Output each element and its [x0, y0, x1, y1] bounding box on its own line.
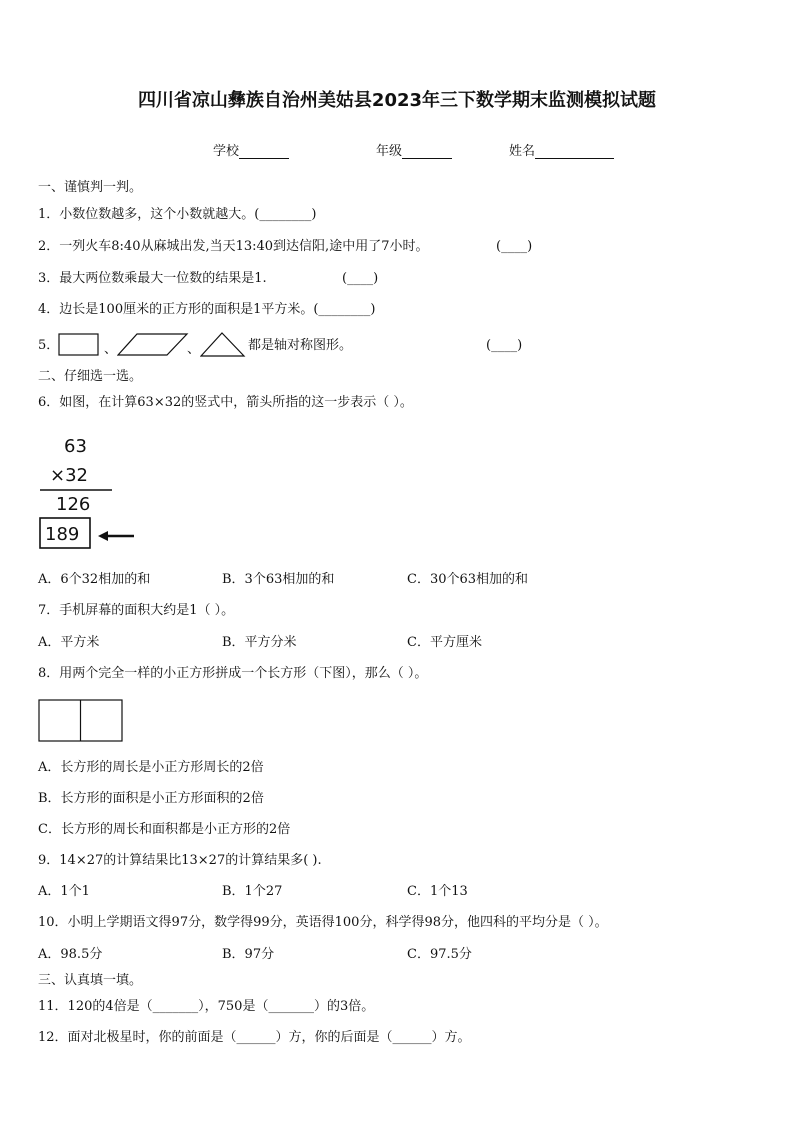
- question-9-option-b[interactable]: B．1个27: [222, 884, 283, 899]
- section-1-heading: 一、谨慎判一判。: [38, 180, 143, 195]
- question-10: 10．小明上学期语文得97分，数学得99分，英语得100分，科学得98分，他四科的平均分是（ ）。: [38, 915, 608, 930]
- page-title: 四川省凉山彝族自治州美姑县2023年三下数学期末监测模拟试题: [137, 90, 657, 111]
- question-3-blank[interactable]: (____): [342, 271, 379, 286]
- question-6-option-c[interactable]: C．30个63相加的和: [407, 572, 529, 587]
- rectangle-shape: [58, 333, 100, 357]
- question-6-option-a[interactable]: A．6个32相加的和: [38, 572, 151, 587]
- question-7-option-b[interactable]: B．平方分米: [222, 635, 297, 650]
- question-2: 2．一列火车8:40从麻城出发,当天13:40到达信阳,途中用了7小时。: [38, 239, 429, 254]
- question-2-blank[interactable]: (____): [496, 239, 533, 254]
- question-12: 12．面对北极星时，你的前面是（______）方，你的后面是（______）方。: [38, 1030, 471, 1045]
- question-10-option-b[interactable]: B．97分: [222, 947, 275, 962]
- figure-partial-product-2: 189: [45, 524, 80, 545]
- name-blank[interactable]: [535, 144, 614, 159]
- question-11: 11．120的4倍是（_______），750是（_______）的3倍。: [38, 999, 375, 1014]
- school-field: [213, 140, 289, 159]
- question-8-option-b[interactable]: B．长方形的面积是小正方形面积的2倍: [38, 791, 264, 806]
- arrow-left-icon: [98, 531, 108, 541]
- grade-field: [376, 140, 452, 159]
- question-1: 1．小数位数越多，这个小数就越大。(________): [38, 207, 317, 222]
- school-blank[interactable]: [239, 144, 289, 159]
- question-5-text: 都是轴对称图形。: [248, 338, 353, 353]
- question-3: 3．最大两位数乘最大一位数的结果是1.: [38, 271, 267, 286]
- question-9-option-a[interactable]: A．1个1: [38, 884, 90, 899]
- question-8-option-a[interactable]: A．长方形的周长是小正方形周长的2倍: [38, 760, 264, 775]
- question-10-option-a[interactable]: A．98.5分: [38, 947, 103, 962]
- question-8-option-c[interactable]: C．长方形的周长和面积都是小正方形的2倍: [38, 822, 291, 837]
- section-2-heading: 二、仔细选一选。: [38, 369, 143, 384]
- parallelogram-shape: [117, 333, 189, 357]
- question-7: 7．手机屏幕的面积大约是1（ ）。: [38, 603, 235, 618]
- question-4: 4．边长是100厘米的正方形的面积是1平方米。(________): [38, 302, 376, 317]
- question-6-option-b[interactable]: B．3个63相加的和: [222, 572, 335, 587]
- section-3-heading: 三、认真填一填。: [38, 973, 143, 988]
- question-7-option-c[interactable]: C．平方厘米: [407, 635, 482, 650]
- school-label: 学校: [213, 144, 240, 159]
- vertical-multiplication-figure: [34, 428, 144, 558]
- question-8: 8．用两个完全一样的小正方形拼成一个长方形（下图），那么（ ）。: [38, 666, 428, 681]
- question-6: 6．如图，在计算63×32的竖式中，箭头所指的这一步表示（ ）。: [38, 395, 413, 410]
- question-5-separator-2: 、: [187, 342, 201, 357]
- name-field: [509, 140, 614, 159]
- triangle-shape: [200, 332, 246, 358]
- question-5-number: 5．: [38, 338, 60, 353]
- question-9-option-c[interactable]: C．1个13: [407, 884, 468, 899]
- grade-blank[interactable]: [402, 144, 452, 159]
- name-label: 姓名: [509, 144, 536, 159]
- question-7-option-a[interactable]: A．平方米: [38, 635, 100, 650]
- question-9: 9．14×27的计算结果比13×27的计算结果多( ).: [38, 853, 322, 868]
- figure-multiplier: ×32: [50, 465, 88, 486]
- figure-multiplicand: 63: [64, 436, 87, 457]
- question-5-blank[interactable]: (____): [486, 338, 523, 353]
- grade-label: 年级: [376, 144, 403, 159]
- question-10-option-c[interactable]: C．97.5分: [407, 947, 472, 962]
- two-squares-rectangle-figure: [38, 699, 124, 743]
- figure-partial-product-1: 126: [56, 494, 91, 515]
- question-5-separator-1: 、: [104, 342, 118, 357]
